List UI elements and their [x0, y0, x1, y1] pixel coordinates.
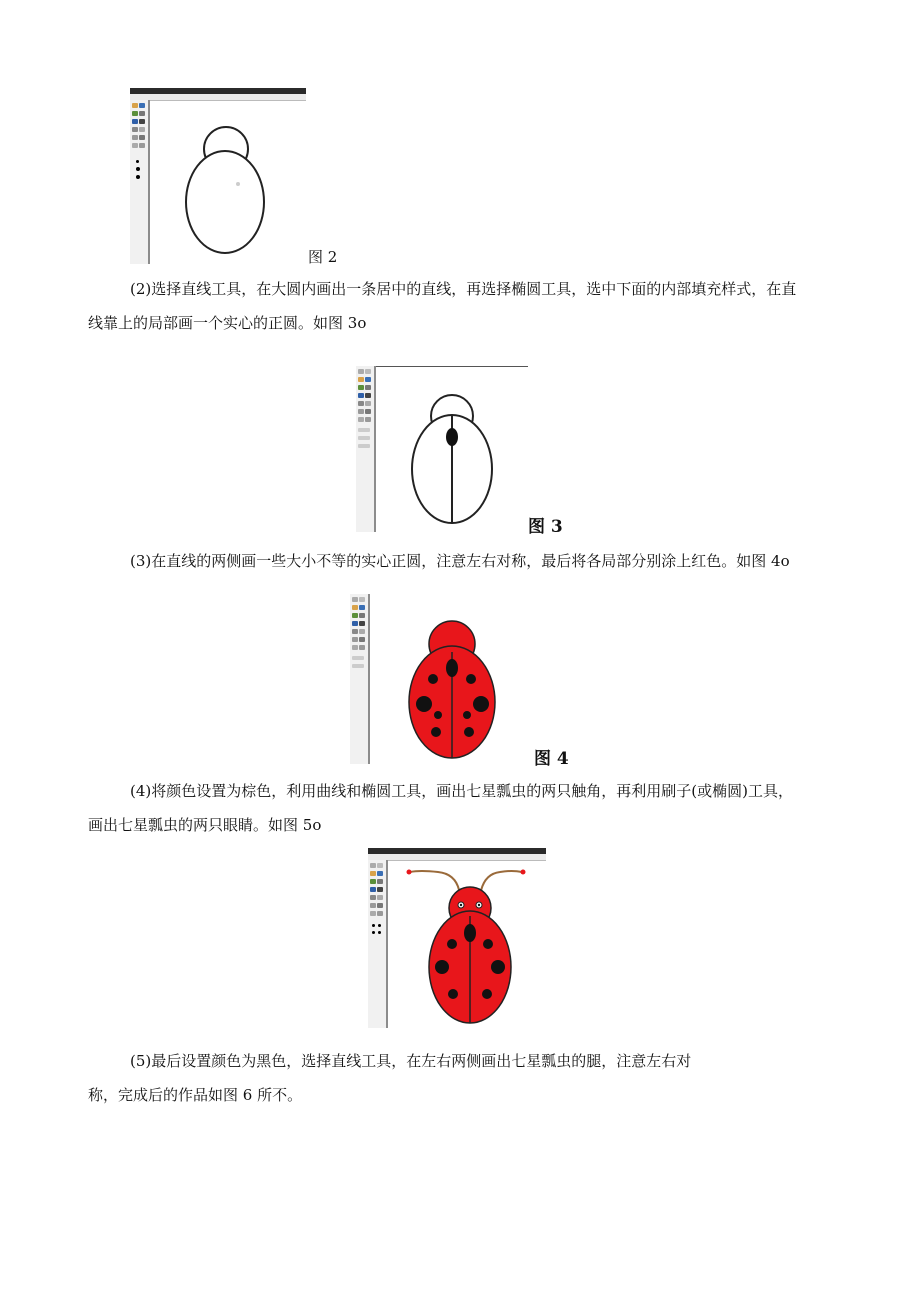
spot	[483, 939, 493, 949]
right-antenna	[480, 871, 522, 896]
step5-line2: 称，完成后的作品如图 6 所不。	[88, 1086, 303, 1104]
body-ellipse	[186, 151, 264, 253]
figure-3-label: 图 3	[528, 517, 563, 537]
figure-5	[368, 848, 546, 1030]
spot	[491, 960, 505, 974]
paint-toolbox-icon	[368, 860, 388, 1028]
antenna-tip	[407, 870, 412, 875]
paint-screenshot-3	[356, 366, 528, 532]
ladybug-drawing	[150, 100, 306, 264]
spot	[434, 711, 442, 719]
spot	[431, 727, 441, 737]
spot	[473, 696, 489, 712]
spot	[464, 727, 474, 737]
spot	[446, 428, 458, 446]
spot	[435, 960, 449, 974]
paint-screenshot-4	[350, 594, 532, 764]
step3-line: (3)在直线的两侧画一些大小不等的实心正圆，注意左右对称，最后将各局部分别涂上红色。如图 4o	[130, 552, 790, 570]
step4-line1: (4)将颜色设置为棕色，利用曲线和椭圆工具，画出七星瓢虫的两只触角，再利用刷子(或椭圆)工具，	[130, 782, 793, 800]
spot	[416, 696, 432, 712]
ladybug-drawing	[388, 860, 546, 1028]
figure-2	[130, 88, 360, 266]
paint-toolbox-icon	[356, 366, 376, 532]
figure-3	[356, 366, 596, 537]
step5-line1: (5)最后设置颜色为黑色，选择直线工具，在左右两侧画出七星瓢虫的腿，注意左右对	[130, 1052, 692, 1070]
spot	[448, 989, 458, 999]
spot	[428, 674, 438, 684]
step2-line1: (2)选择直线工具，在大圆内画出一条居中的直线，再选择椭圆工具，选中下面的内部填充样式，在直	[130, 280, 797, 298]
spot	[463, 711, 471, 719]
ladybug-drawing	[376, 366, 528, 532]
paint-toolbox-icon	[350, 594, 370, 764]
figure-2-label: 图 2	[308, 248, 338, 266]
step4-line2: 画出七星瓢虫的两只眼睛。如图 5o	[88, 816, 322, 834]
ladybug-drawing	[370, 594, 532, 764]
spot	[446, 659, 458, 677]
spot	[482, 989, 492, 999]
step2-line2: 线靠上的局部画一个实心的正圆。如图 3o	[88, 314, 367, 332]
paint-toolbox-icon	[130, 100, 150, 264]
paint-screenshot-5	[368, 848, 546, 1028]
left-antenna	[410, 871, 460, 896]
spot	[464, 924, 476, 942]
paint-screenshot-2	[130, 88, 306, 264]
figure-4-label: 图 4	[534, 749, 569, 769]
figure-4	[350, 594, 596, 769]
antenna-tip	[521, 870, 526, 875]
spot	[466, 674, 476, 684]
spot	[447, 939, 457, 949]
